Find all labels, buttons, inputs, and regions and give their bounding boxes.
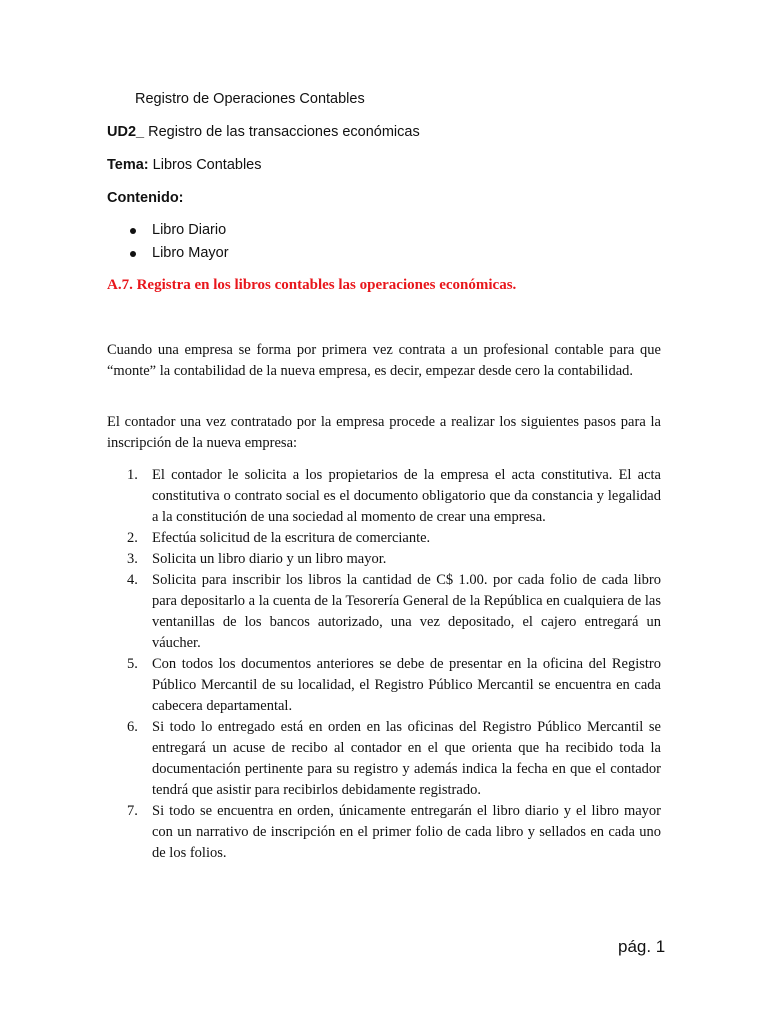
step-number: 5. xyxy=(127,656,138,672)
list-item xyxy=(107,570,661,654)
list-item: Libro Diario xyxy=(130,219,229,242)
step-text: Solicita para inscribir los libros la cantidad de C$ 1.00. por cada folio de cada libro para depositarlo a la cuenta de la Tesorería General de la República en cualquiera de las ventanillas de los bancos autorizado, una vez depositado, el cajero entregará un váucher. xyxy=(152,572,661,651)
topic-line xyxy=(107,157,261,173)
unit-text: Registro de las transacciones económicas xyxy=(144,124,420,140)
unit-label: UD2_ xyxy=(107,124,145,140)
step-number: 2. xyxy=(127,530,138,546)
step-text: El contador le solicita a los propietarios de la empresa el acta constitutiva. El acta constitutiva o contrato social es el documento obligatorio que da constancia y legalidad a la constitución de una sociedad al momento de crear una empresa. xyxy=(152,467,661,525)
intro-paragraph: Cuando una empresa se forma por primera vez contrata a un profesional contable para que “monte” la contabilidad de la nueva empresa, es decir, empezar desde cero la contabilidad. xyxy=(107,342,661,379)
content-list xyxy=(130,219,229,265)
steps-list xyxy=(107,465,661,864)
topic-text: Libros Contables xyxy=(148,157,262,173)
step-text: Si todo se encuentra en orden, únicamente entregarán el libro diario y el libro mayor con un narrativo de inscripción en el primer folio de cada libro y sellados en cada uno de los folios. xyxy=(152,803,661,861)
list-item: Libro Mayor xyxy=(130,242,229,265)
list-item xyxy=(107,654,661,717)
step-number: 7. xyxy=(127,803,138,819)
steps-intro-paragraph: El contador una vez contratado por la empresa procede a realizar los siguientes pasos para la inscripción de la nueva empresa: xyxy=(107,414,661,451)
step-text: Con todos los documentos anteriores se debe de presentar en la oficina del Registro Público Mercantil de su localidad, el Registro Público Mercantil se encuentra en cada cabecera departamental. xyxy=(152,656,661,714)
list-item xyxy=(107,465,661,528)
list-item xyxy=(107,549,661,570)
step-text: Efectúa solicitud de la escritura de comerciante. xyxy=(152,530,431,546)
list-item xyxy=(107,801,661,864)
list-item xyxy=(107,528,661,549)
list-item xyxy=(107,717,661,801)
content-heading: Contenido: xyxy=(107,190,184,206)
activity-title: A.7. Registra en los libros contables las operaciones económicas. xyxy=(107,277,517,293)
step-number: 6. xyxy=(127,719,138,735)
step-text: Solicita un libro diario y un libro mayor. xyxy=(152,551,387,567)
page-number: pág. 1 xyxy=(618,937,666,956)
unit-line xyxy=(107,124,420,140)
step-number: 4. xyxy=(127,572,138,588)
step-text: Si todo lo entregado está en orden en las oficinas del Registro Público Mercantil se entregará un acuse de recibo al contador en el que orienta que ha recibido toda la documentación pertinente para su registro y además indica la fecha en que el contador tendrá que asistir para recibirlos debidamente registrado. xyxy=(152,719,661,798)
step-number: 3. xyxy=(127,551,138,567)
topic-label: Tema: xyxy=(107,157,149,173)
course-title: Registro de Operaciones Contables xyxy=(135,91,365,107)
step-number: 1. xyxy=(127,467,138,483)
